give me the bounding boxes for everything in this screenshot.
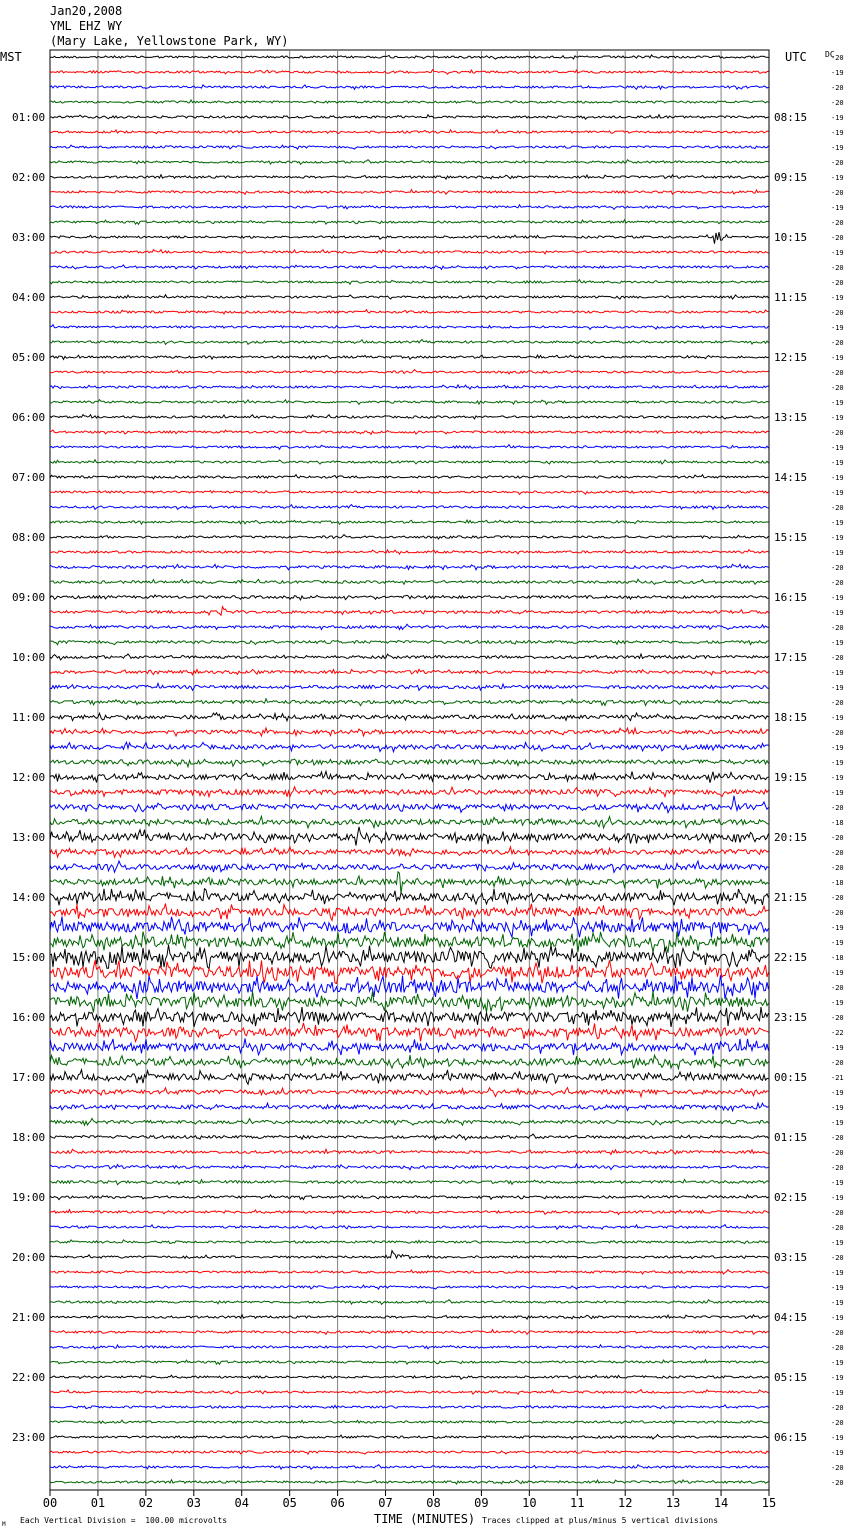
mst-hour-label: 07:00 <box>12 471 46 484</box>
dc-offset-label: -19 <box>831 1089 844 1097</box>
scale-note: Each Vertical Division = 100.00 microvolts <box>20 1516 228 1525</box>
mst-hour-label: 06:00 <box>12 411 46 424</box>
dc-offset-label: -18 <box>831 819 844 827</box>
dc-offset-label: -19 <box>831 129 844 137</box>
dc-offset-label: -20 <box>831 1134 844 1142</box>
dc-offset-label: -20 <box>831 264 844 272</box>
utc-hour-label: 11:15 <box>774 291 808 304</box>
seismic-trace <box>50 475 769 479</box>
dc-offset-label: -20 <box>831 219 844 227</box>
seismic-trace <box>50 445 769 450</box>
dc-offset-label: -19 <box>831 549 844 557</box>
dc-offset-label: -20 <box>831 1329 844 1337</box>
x-tick-label: 11 <box>570 1496 585 1510</box>
x-tick-label: 12 <box>617 1496 633 1510</box>
seismic-trace <box>50 505 769 510</box>
dc-offset-label: -20 <box>831 804 844 812</box>
mst-hour-label: 21:00 <box>12 1311 46 1324</box>
dc-offset-label: -20 <box>831 234 844 242</box>
seismic-trace <box>50 1270 769 1275</box>
dc-offset-label: -20 <box>831 894 844 902</box>
seismic-trace <box>50 669 769 675</box>
dc-offset-label: -20 <box>831 849 844 857</box>
seismic-trace <box>50 1088 769 1097</box>
seismic-trace <box>50 641 769 645</box>
dc-offset-label: -19 <box>831 249 844 257</box>
seismic-trace <box>50 1149 769 1154</box>
dc-offset-label: -20 <box>831 279 844 287</box>
seismic-trace <box>50 280 769 285</box>
mst-timezone-label: MST <box>0 50 22 64</box>
station-title: YML EHZ WY <box>50 19 123 33</box>
seismic-trace <box>50 385 769 389</box>
seismic-trace <box>50 816 769 828</box>
seismic-trace <box>50 975 769 999</box>
utc-hour-label: 00:15 <box>774 1071 808 1084</box>
seismic-trace <box>50 1251 769 1259</box>
utc-hour-label: 04:15 <box>774 1311 808 1324</box>
seismic-trace <box>50 796 769 813</box>
dc-offset-label: -19 <box>831 999 844 1007</box>
seismic-trace <box>50 861 769 872</box>
mst-hour-label: 05:00 <box>12 351 46 364</box>
x-axis-title: TIME (MINUTES) <box>374 1512 476 1526</box>
x-tick-label: 14 <box>713 1496 729 1510</box>
mst-hour-label: 10:00 <box>12 651 46 664</box>
seismic-trace <box>50 945 769 969</box>
utc-hour-label: 01:15 <box>774 1131 808 1144</box>
dc-offset-label: -19 <box>831 459 844 467</box>
dc-offset-label: -20 <box>831 54 844 62</box>
dc-offset-label: -20 <box>831 729 844 737</box>
dc-offset-labels <box>831 54 844 1487</box>
mst-hour-label: 12:00 <box>12 771 46 784</box>
dc-offset-label: -20 <box>831 1404 844 1412</box>
x-tick-label: 03 <box>186 1496 202 1510</box>
dc-offset-label: -19 <box>831 1194 844 1202</box>
seismic-trace <box>50 1134 769 1140</box>
dc-offset-label: -20 <box>831 384 844 392</box>
footer-mark: M <box>2 1521 6 1528</box>
dc-offset-label: -19 <box>831 669 844 677</box>
dc-offset-label: -20 <box>831 99 844 107</box>
dc-offset-label: -19 <box>831 489 844 497</box>
dc-offset-label: -18 <box>831 879 844 887</box>
utc-hour-label: 18:15 <box>774 711 808 724</box>
dc-offset-label: -19 <box>831 1389 844 1397</box>
utc-hour-label: 21:15 <box>774 891 808 904</box>
seismic-trace <box>50 265 769 269</box>
mst-hour-label: 09:00 <box>12 591 46 604</box>
utc-timezone-label: UTC <box>785 50 807 64</box>
seismic-trace <box>50 160 769 165</box>
seismic-trace <box>50 220 769 225</box>
dc-offset-label: -20 <box>831 1479 844 1487</box>
dc-offset-label: -20 <box>831 1224 844 1232</box>
mst-hour-labels <box>12 111 45 1444</box>
seismic-trace <box>50 1375 769 1379</box>
dc-offset-label: -19 <box>831 1374 844 1382</box>
dc-offset-label: -19 <box>831 639 844 647</box>
seismic-trace <box>50 713 769 721</box>
dc-offset-label: -19 <box>831 1314 844 1322</box>
x-tick-label: 13 <box>665 1496 681 1510</box>
dc-offset-label: -20 <box>831 564 844 572</box>
utc-hour-label: 19:15 <box>774 771 808 784</box>
seismic-trace <box>50 1179 769 1184</box>
x-tick-label: 04 <box>234 1496 249 1510</box>
seismic-trace <box>50 535 769 539</box>
x-tick-label: 09 <box>474 1496 489 1510</box>
seismic-trace <box>50 1315 769 1319</box>
dc-offset-label: -19 <box>831 714 844 722</box>
seismic-trace <box>50 1390 769 1395</box>
x-tick-label: 08 <box>426 1496 441 1510</box>
seismic-trace <box>50 550 769 555</box>
x-axis <box>43 1490 776 1510</box>
mst-hour-label: 22:00 <box>12 1371 46 1384</box>
dc-offset-label: -20 <box>831 984 844 992</box>
dc-offset-label: -19 <box>831 684 844 692</box>
utc-hour-label: 13:15 <box>774 411 808 424</box>
mst-hour-label: 18:00 <box>12 1131 46 1144</box>
seismic-trace <box>50 847 769 857</box>
seismic-trace <box>50 564 769 570</box>
seismic-trace <box>50 759 769 767</box>
dc-offset-label: -19 <box>831 294 844 302</box>
x-tick-label: 07 <box>378 1496 393 1510</box>
mst-hour-label: 08:00 <box>12 531 46 544</box>
seismic-trace <box>50 310 769 314</box>
seismic-trace <box>50 624 769 629</box>
dc-offset-label: -20 <box>831 159 844 167</box>
utc-hour-label: 15:15 <box>774 531 808 544</box>
seismic-trace <box>50 1103 769 1111</box>
dc-offset-label: -19 <box>831 534 844 542</box>
seismic-trace <box>50 579 769 584</box>
seismic-trace <box>50 130 769 134</box>
utc-hour-labels <box>774 111 807 1444</box>
seismic-trace <box>50 1450 769 1454</box>
dc-offset-label: -20 <box>831 504 844 512</box>
location-title: (Mary Lake, Yellowstone Park, WY) <box>50 34 289 48</box>
mst-hour-label: 03:00 <box>12 231 46 244</box>
x-tick-label: 15 <box>761 1496 777 1510</box>
seismic-trace <box>50 1118 769 1125</box>
seismic-trace <box>50 55 769 59</box>
dc-offset-label: -19 <box>831 69 844 77</box>
seismic-trace <box>50 145 769 149</box>
seismic-trace <box>50 1465 769 1470</box>
seismic-trace <box>50 190 769 195</box>
x-tick-label: 10 <box>522 1496 537 1510</box>
dc-offset-label: -19 <box>831 609 844 617</box>
dc-offset-label: -19 <box>831 1449 844 1457</box>
dc-offset-label: -19 <box>831 774 844 782</box>
mst-hour-label: 17:00 <box>12 1071 46 1084</box>
seismic-trace <box>50 205 769 210</box>
plot-grid <box>50 50 769 1490</box>
seismic-trace <box>50 400 769 405</box>
x-tick-label: 05 <box>282 1496 297 1510</box>
utc-hour-label: 05:15 <box>774 1371 808 1384</box>
dc-offset-label: -22 <box>831 1029 844 1037</box>
utc-hour-label: 03:15 <box>774 1251 808 1264</box>
seismic-trace <box>50 1023 769 1042</box>
seismic-trace <box>50 1210 769 1215</box>
dc-offset-label: -19 <box>831 144 844 152</box>
utc-hour-label: 09:15 <box>774 171 808 184</box>
seismic-trace <box>50 1405 769 1409</box>
x-tick-label: 00 <box>42 1496 58 1510</box>
mst-hour-label: 16:00 <box>12 1011 46 1024</box>
dc-offset-label: -20 <box>831 1149 844 1157</box>
seismic-trace <box>50 325 769 330</box>
utc-hour-label: 17:15 <box>774 651 808 664</box>
seismic-trace <box>50 175 769 179</box>
seismic-trace <box>50 1480 769 1484</box>
dc-offset-label: -19 <box>831 924 844 932</box>
utc-hour-label: 06:15 <box>774 1431 808 1444</box>
dc-offset-label: -18 <box>831 954 844 962</box>
seismic-trace <box>50 115 769 120</box>
dc-offset-label: -19 <box>831 114 844 122</box>
dc-offset-label: -19 <box>831 759 844 767</box>
dc-offset-label: -19 <box>831 174 844 182</box>
utc-hour-label: 10:15 <box>774 231 808 244</box>
date-title: Jan20,2008 <box>50 4 123 18</box>
mst-hour-label: 13:00 <box>12 831 46 844</box>
mst-hour-label: 19:00 <box>12 1191 46 1204</box>
dc-offset-label: -20 <box>831 429 844 437</box>
mst-hour-label: 23:00 <box>12 1431 46 1444</box>
dc-offset-label: -19 <box>831 1434 844 1442</box>
seismic-trace <box>50 491 769 495</box>
seismic-trace <box>50 1330 769 1335</box>
dc-offset-label: -19 <box>831 414 844 422</box>
seismic-trace <box>50 1240 769 1244</box>
seismic-trace <box>50 1285 769 1289</box>
dc-offset-label: -19 <box>831 444 844 452</box>
seismic-trace <box>50 1435 769 1440</box>
dc-offset-label: -19 <box>831 1269 844 1277</box>
seismic-trace <box>50 415 769 419</box>
seismic-trace <box>50 595 769 600</box>
dc-offset-label: -20 <box>831 339 844 347</box>
seismic-trace <box>50 827 769 846</box>
dc-offset-label: -20 <box>831 909 844 917</box>
seismic-trace <box>50 1225 769 1230</box>
dc-offset-label: -20 <box>831 654 844 662</box>
dc-offset-label: -19 <box>831 204 844 212</box>
dc-offset-label: -19 <box>831 1179 844 1187</box>
dc-offset-label: -20 <box>831 1059 844 1067</box>
seismic-trace <box>50 1007 769 1027</box>
seismic-trace <box>50 904 769 921</box>
dc-offset-label: -19 <box>831 744 844 752</box>
dc-offset-label: -20 <box>831 84 844 92</box>
seismic-trace <box>50 460 769 464</box>
seismic-trace <box>50 683 769 690</box>
seismic-trace <box>50 932 769 953</box>
utc-hour-label: 23:15 <box>774 1011 808 1024</box>
dc-offset-label: -20 <box>831 1344 844 1352</box>
dc-offset-label: -19 <box>831 1104 844 1112</box>
seismic-trace <box>50 430 769 434</box>
mst-hour-label: 14:00 <box>12 891 46 904</box>
seismic-trace <box>50 742 769 751</box>
seismic-trace <box>50 100 769 103</box>
dc-offset-label: -19 <box>831 474 844 482</box>
dc-offset-label: -19 <box>831 1359 844 1367</box>
seismic-trace <box>50 1039 769 1056</box>
seismic-trace <box>50 607 769 616</box>
seismic-trace <box>50 1420 769 1424</box>
seismic-trace <box>50 70 769 75</box>
x-tick-label: 01 <box>90 1496 106 1510</box>
dc-header-label: DC <box>825 50 835 59</box>
x-tick-label: 02 <box>138 1496 154 1510</box>
seismic-trace <box>50 1070 769 1085</box>
dc-offset-label: -20 <box>831 864 844 872</box>
seismic-trace <box>50 232 769 244</box>
seismic-trace <box>50 1164 769 1170</box>
dc-offset-label: -19 <box>831 354 844 362</box>
dc-offset-label: -19 <box>831 594 844 602</box>
seismic-trace <box>50 787 769 797</box>
mst-hour-label: 11:00 <box>12 711 46 724</box>
seismic-trace <box>50 1300 769 1305</box>
x-tick-label: 06 <box>330 1496 345 1510</box>
dc-offset-label: -19 <box>831 789 844 797</box>
plot-frame <box>50 50 769 1490</box>
dc-offset-label: -19 <box>831 519 844 527</box>
dc-offset-label: -20 <box>831 699 844 707</box>
seismic-trace <box>50 295 769 299</box>
seismic-trace <box>50 250 769 254</box>
seismic-trace <box>50 699 769 706</box>
seismic-trace <box>50 370 769 374</box>
seismic-trace <box>50 520 769 524</box>
seismic-trace <box>50 889 769 906</box>
utc-hour-label: 20:15 <box>774 831 808 844</box>
dc-offset-label: -20 <box>831 1464 844 1472</box>
seismic-trace <box>50 960 769 983</box>
dc-offset-label: -20 <box>831 1164 844 1172</box>
utc-hour-label: 12:15 <box>774 351 808 364</box>
mst-hour-label: 01:00 <box>12 111 46 124</box>
dc-offset-label: -20 <box>831 579 844 587</box>
seismic-trace <box>50 340 769 345</box>
dc-offset-label: -19 <box>831 1044 844 1052</box>
seismic-trace <box>50 1360 769 1365</box>
seismic-trace <box>50 1195 769 1200</box>
utc-hour-label: 16:15 <box>774 591 808 604</box>
dc-offset-label: -20 <box>831 1419 844 1427</box>
dc-offset-label: -19 <box>831 969 844 977</box>
seismic-trace <box>50 1345 769 1350</box>
seismic-trace <box>50 728 769 736</box>
dc-offset-label: -20 <box>831 309 844 317</box>
dc-offset-label: -19 <box>831 399 844 407</box>
utc-hour-label: 02:15 <box>774 1191 808 1204</box>
dc-offset-label: -19 <box>831 1284 844 1292</box>
utc-hour-label: 08:15 <box>774 111 808 124</box>
dc-offset-label: -20 <box>831 369 844 377</box>
utc-hour-label: 22:15 <box>774 951 808 964</box>
clip-note: Traces clipped at plus/minus 5 vertical divisions <box>482 1516 719 1525</box>
dc-offset-label: -21 <box>831 1074 844 1082</box>
seismic-trace <box>50 1055 769 1069</box>
seismic-trace <box>50 917 769 938</box>
mst-hour-label: 04:00 <box>12 291 46 304</box>
dc-offset-label: -20 <box>831 1209 844 1217</box>
dc-offset-label: -19 <box>831 1119 844 1127</box>
dc-offset-label: -20 <box>831 1254 844 1262</box>
seismic-trace <box>50 85 769 89</box>
dc-offset-label: -19 <box>831 1299 844 1307</box>
dc-offset-label: -19 <box>831 324 844 332</box>
dc-offset-label: -20 <box>831 189 844 197</box>
dc-offset-label: -19 <box>831 1239 844 1247</box>
utc-hour-label: 14:15 <box>774 471 808 484</box>
seismic-trace <box>50 355 769 359</box>
dc-offset-label: -20 <box>831 1014 844 1022</box>
mst-hour-label: 02:00 <box>12 171 46 184</box>
mst-hour-label: 20:00 <box>12 1251 46 1264</box>
seismic-trace <box>50 654 769 660</box>
dc-offset-label: -20 <box>831 624 844 632</box>
mst-hour-label: 15:00 <box>12 951 46 964</box>
dc-offset-label: -20 <box>831 834 844 842</box>
trace-group <box>50 55 769 1484</box>
dc-offset-label: -19 <box>831 939 844 947</box>
seismic-trace <box>50 771 769 782</box>
